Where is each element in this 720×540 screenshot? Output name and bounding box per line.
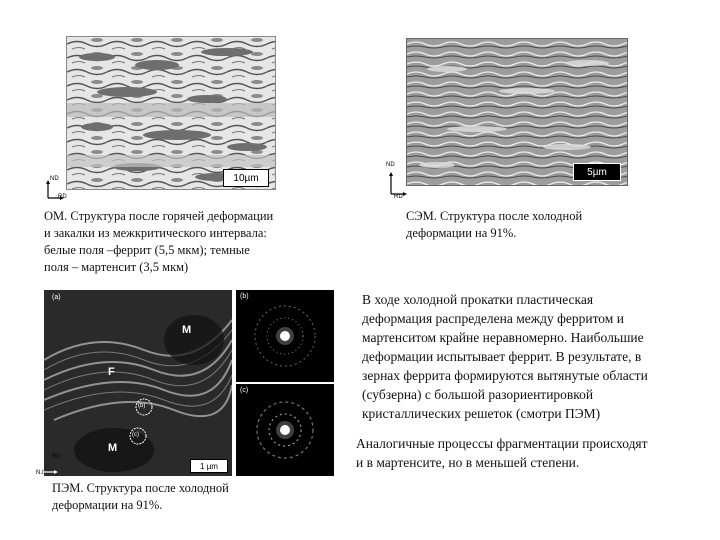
paragraph-fragmentation: Аналогичные процессы фрагментации происходят и в мартенсите, но в меньшей степени. [356, 436, 648, 470]
om-nd-label: ND [50, 176, 59, 182]
tem-nd-label: N.I [36, 470, 44, 476]
diffraction-pattern-b-image [236, 290, 334, 382]
tem-martensite-label-2: M [108, 442, 118, 454]
tem-panel-b-label: (b) [240, 293, 249, 300]
om-caption: ОМ. Структура после горячей деформации и закалки из межкритического интервала: белые поля –феррит (5,5 мкм); темные поля – мартенсит (3,5 мкм) [44, 209, 274, 274]
tem-diffraction-b [236, 290, 334, 382]
tem-rd-label: RD [52, 454, 61, 460]
om-micrograph-image [67, 37, 275, 189]
tem-diffraction-c [236, 384, 334, 476]
tem-panel-a-label: (a) [52, 294, 61, 301]
tem-martensite-label-1: M [182, 324, 192, 336]
sem-axis-indicator [386, 160, 408, 200]
tem-region-b-label: (b) [138, 403, 146, 409]
tem-caption: ПЭМ. Структура после холодной деформации на 91%. [52, 481, 229, 512]
om-scale-bar: 10µm [223, 169, 269, 187]
tem-micrograph [44, 290, 232, 476]
sem-nd-label: ND [386, 162, 395, 168]
tem-region-c-label: (c) [132, 432, 139, 438]
tem-axis-indicator [34, 452, 62, 478]
sem-caption: СЭМ. Структура после холодной деформации на 91%. [406, 209, 583, 240]
om-axis-indicator [44, 176, 66, 202]
om-rd-label: RD [58, 194, 67, 200]
sem-rd-label: RD [394, 194, 403, 200]
paragraph-deformation: В ходе холодной прокатки пластическая деформация распределена между ферритом и мартенситом крайне неравномерно. Наибольшие деформации испытывает феррит. В результате, в зернах феррита формируются вытянутые области (субзерна) с большой разориентировкой кристаллических решеток (смотри ПЭМ) [362, 292, 648, 421]
tem-scale-bar: 1 µm [190, 459, 228, 473]
tem-micrograph-image [44, 290, 232, 476]
tem-ferrite-label: F [108, 366, 115, 378]
om-micrograph [66, 36, 276, 190]
sem-micrograph [406, 38, 628, 186]
sem-scale-bar: 5µm [573, 163, 621, 181]
tem-panel-c-label: (c) [240, 387, 249, 394]
diffraction-pattern-c-image [236, 384, 334, 476]
